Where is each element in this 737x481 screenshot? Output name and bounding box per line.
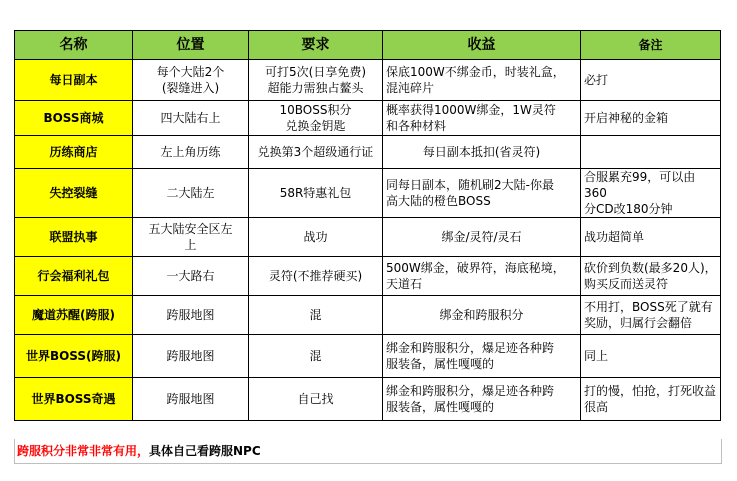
cell-note: 合服累充99，可以由360 分CD改180分钟 bbox=[581, 169, 721, 218]
cell-reward: 每日副本抵扣(省灵符) bbox=[383, 136, 581, 169]
cell-requirement: 自己找 bbox=[249, 378, 383, 421]
cell-note: 打的慢，怕抢，打死收益 很高 bbox=[581, 378, 721, 421]
cell-requirement: 混 bbox=[249, 335, 383, 378]
table-row bbox=[15, 378, 721, 421]
cell-location: 跨服地图 bbox=[133, 335, 249, 378]
cell-note: 砍价到负数(最多20人)， 购买反而送灵符 bbox=[581, 257, 721, 296]
cell-note bbox=[581, 136, 721, 169]
cell-reward: 绑金/灵符/灵石 bbox=[383, 218, 581, 257]
cell-location: 四大陆右上 bbox=[133, 101, 249, 136]
cell-location: 跨服地图 bbox=[133, 296, 249, 335]
cell-reward: 保底100W不绑金币，时装礼盒， 混沌碎片 bbox=[383, 60, 581, 101]
cell-reward: 绑金和跨服积分，爆足迹各种跨 服装备，属性嘎嘎的 bbox=[383, 378, 581, 421]
header-reward: 收益 bbox=[383, 31, 581, 60]
cell-requirement: 灵符(不推荐硬买) bbox=[249, 257, 383, 296]
cell-name: 世界BOSS奇遇 bbox=[15, 378, 133, 421]
footer-note bbox=[14, 439, 722, 464]
cell-reward: 同每日副本，随机刷2大陆-你最 高大陆的橙色BOSS bbox=[383, 169, 581, 218]
cell-requirement: 兑换第3个超级通行证 bbox=[249, 136, 383, 169]
cell-note: 不用打，BOSS死了就有 奖励，归属行会翻倍 bbox=[581, 296, 721, 335]
header-requirement: 要求 bbox=[249, 31, 383, 60]
guide-table bbox=[14, 30, 721, 421]
cell-reward: 绑金和跨服积分 bbox=[383, 296, 581, 335]
footer-red-text: 跨服积分非常非常有用， bbox=[17, 444, 150, 458]
cell-reward: 概率获得1000W绑金，1W灵符 和各种材料 bbox=[383, 101, 581, 136]
header-row bbox=[15, 31, 721, 60]
cell-requirement: 战功 bbox=[249, 218, 383, 257]
cell-location: 二大陆左 bbox=[133, 169, 249, 218]
cell-name: 失控裂缝 bbox=[15, 169, 133, 218]
table-row bbox=[15, 218, 721, 257]
cell-note: 必打 bbox=[581, 60, 721, 101]
cell-name: 行会福利礼包 bbox=[15, 257, 133, 296]
cell-name: 世界BOSS(跨服) bbox=[15, 335, 133, 378]
cell-location: 左上角历练 bbox=[133, 136, 249, 169]
footer-black-text: 具体自己看跨服NPC bbox=[149, 444, 261, 458]
cell-name: 每日副本 bbox=[15, 60, 133, 101]
cell-name: 联盟执事 bbox=[15, 218, 133, 257]
table-row bbox=[15, 296, 721, 335]
header-location: 位置 bbox=[133, 31, 249, 60]
table-row bbox=[15, 136, 721, 169]
table-row bbox=[15, 335, 721, 378]
cell-reward: 绑金和跨服积分，爆足迹各种跨 服装备，属性嘎嘎的 bbox=[383, 335, 581, 378]
cell-requirement: 可打5次(日享免费) 超能力需独占鳌头 bbox=[249, 60, 383, 101]
cell-reward: 500W绑金，破界符，海底秘境， 天道石 bbox=[383, 257, 581, 296]
cell-location: 一大路右 bbox=[133, 257, 249, 296]
cell-location: 五大陆安全区左 上 bbox=[133, 218, 249, 257]
cell-name: 魔道苏醒(跨服) bbox=[15, 296, 133, 335]
cell-requirement: 10BOSS积分 兑换金钥匙 bbox=[249, 101, 383, 136]
table-container bbox=[14, 30, 720, 421]
table-row bbox=[15, 60, 721, 101]
table-row bbox=[15, 257, 721, 296]
cell-location: 每个大陆2个 (裂缝进入) bbox=[133, 60, 249, 101]
header-name: 名称 bbox=[15, 31, 133, 60]
cell-name: 历练商店 bbox=[15, 136, 133, 169]
table-row bbox=[15, 169, 721, 218]
cell-requirement: 58R特惠礼包 bbox=[249, 169, 383, 218]
cell-note: 战功超简单 bbox=[581, 218, 721, 257]
cell-location: 跨服地图 bbox=[133, 378, 249, 421]
table-row bbox=[15, 101, 721, 136]
cell-requirement: 混 bbox=[249, 296, 383, 335]
cell-note: 开启神秘的金箱 bbox=[581, 101, 721, 136]
cell-note: 同上 bbox=[581, 335, 721, 378]
header-note: 备注 bbox=[581, 31, 721, 60]
cell-name: BOSS商城 bbox=[15, 101, 133, 136]
